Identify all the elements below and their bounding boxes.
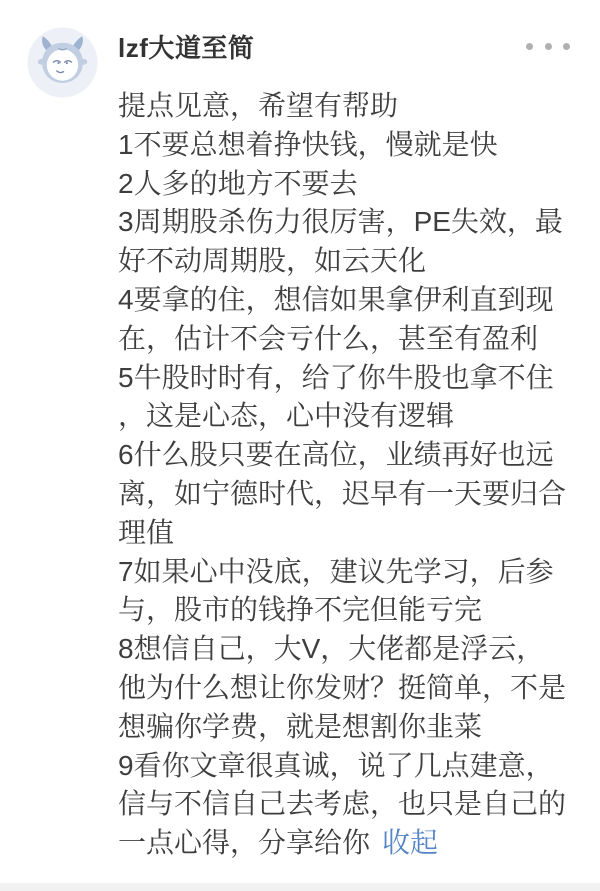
more-horizontal-icon	[563, 43, 570, 50]
comment-text	[118, 87, 590, 863]
bull-calf-avatar-icon	[26, 26, 99, 99]
text-line: 离，如宁德时代，迟早有一天要归合	[118, 477, 567, 509]
text-line: 理值	[118, 516, 175, 548]
text-line: 与，股市的钱挣不完但能亏完	[118, 594, 483, 626]
text-line: 在，估计不会亏什么，甚至有盈利	[118, 322, 539, 354]
text-line: 8想信自己，大V，大佬都是浮云，	[118, 633, 545, 665]
text-line: 2人多的地方不要去	[118, 167, 358, 199]
text-line: 6什么股只要在高位，业绩再好也远	[118, 439, 554, 471]
text-line-last	[118, 824, 590, 863]
avatar[interactable]	[26, 26, 99, 99]
text-line: 提点见意，希望有帮助	[118, 90, 399, 121]
collapse-link[interactable]: 收起	[382, 827, 439, 859]
text-line: 好不动周期股，如云天化	[118, 245, 427, 277]
text-line: 信与不信自己去考虑，也只是自己的	[118, 788, 567, 820]
more-horizontal-icon	[526, 43, 533, 50]
section-divider	[0, 883, 600, 891]
more-options-button[interactable]	[524, 36, 572, 56]
text-line: 他为什么想让你发财？挺简单，不是	[118, 671, 567, 703]
username[interactable]: lzf大道至简	[118, 33, 255, 63]
text-line: 想骗你学费，就是想割你韭菜	[118, 710, 483, 742]
more-horizontal-icon	[545, 43, 552, 50]
text-line: 9看你文章很真诚，说了几点建意，	[118, 749, 554, 781]
text-line: 一点心得，分享给你	[118, 827, 371, 859]
text-line: 3周期股杀伤力很厉害，PE失效，最	[118, 206, 563, 238]
text-line: 7如果心中没底，建议先学习，后参	[118, 555, 554, 587]
text-line: ，这是心态，心中没有逻辑	[118, 400, 455, 432]
text-line: 5牛股时时有，给了你牛股也拿不住	[118, 361, 554, 393]
text-line: 4要拿的住，想信如果拿伊利直到现	[118, 283, 554, 315]
text-line: 1不要总想着挣快钱，慢就是快	[118, 128, 498, 160]
